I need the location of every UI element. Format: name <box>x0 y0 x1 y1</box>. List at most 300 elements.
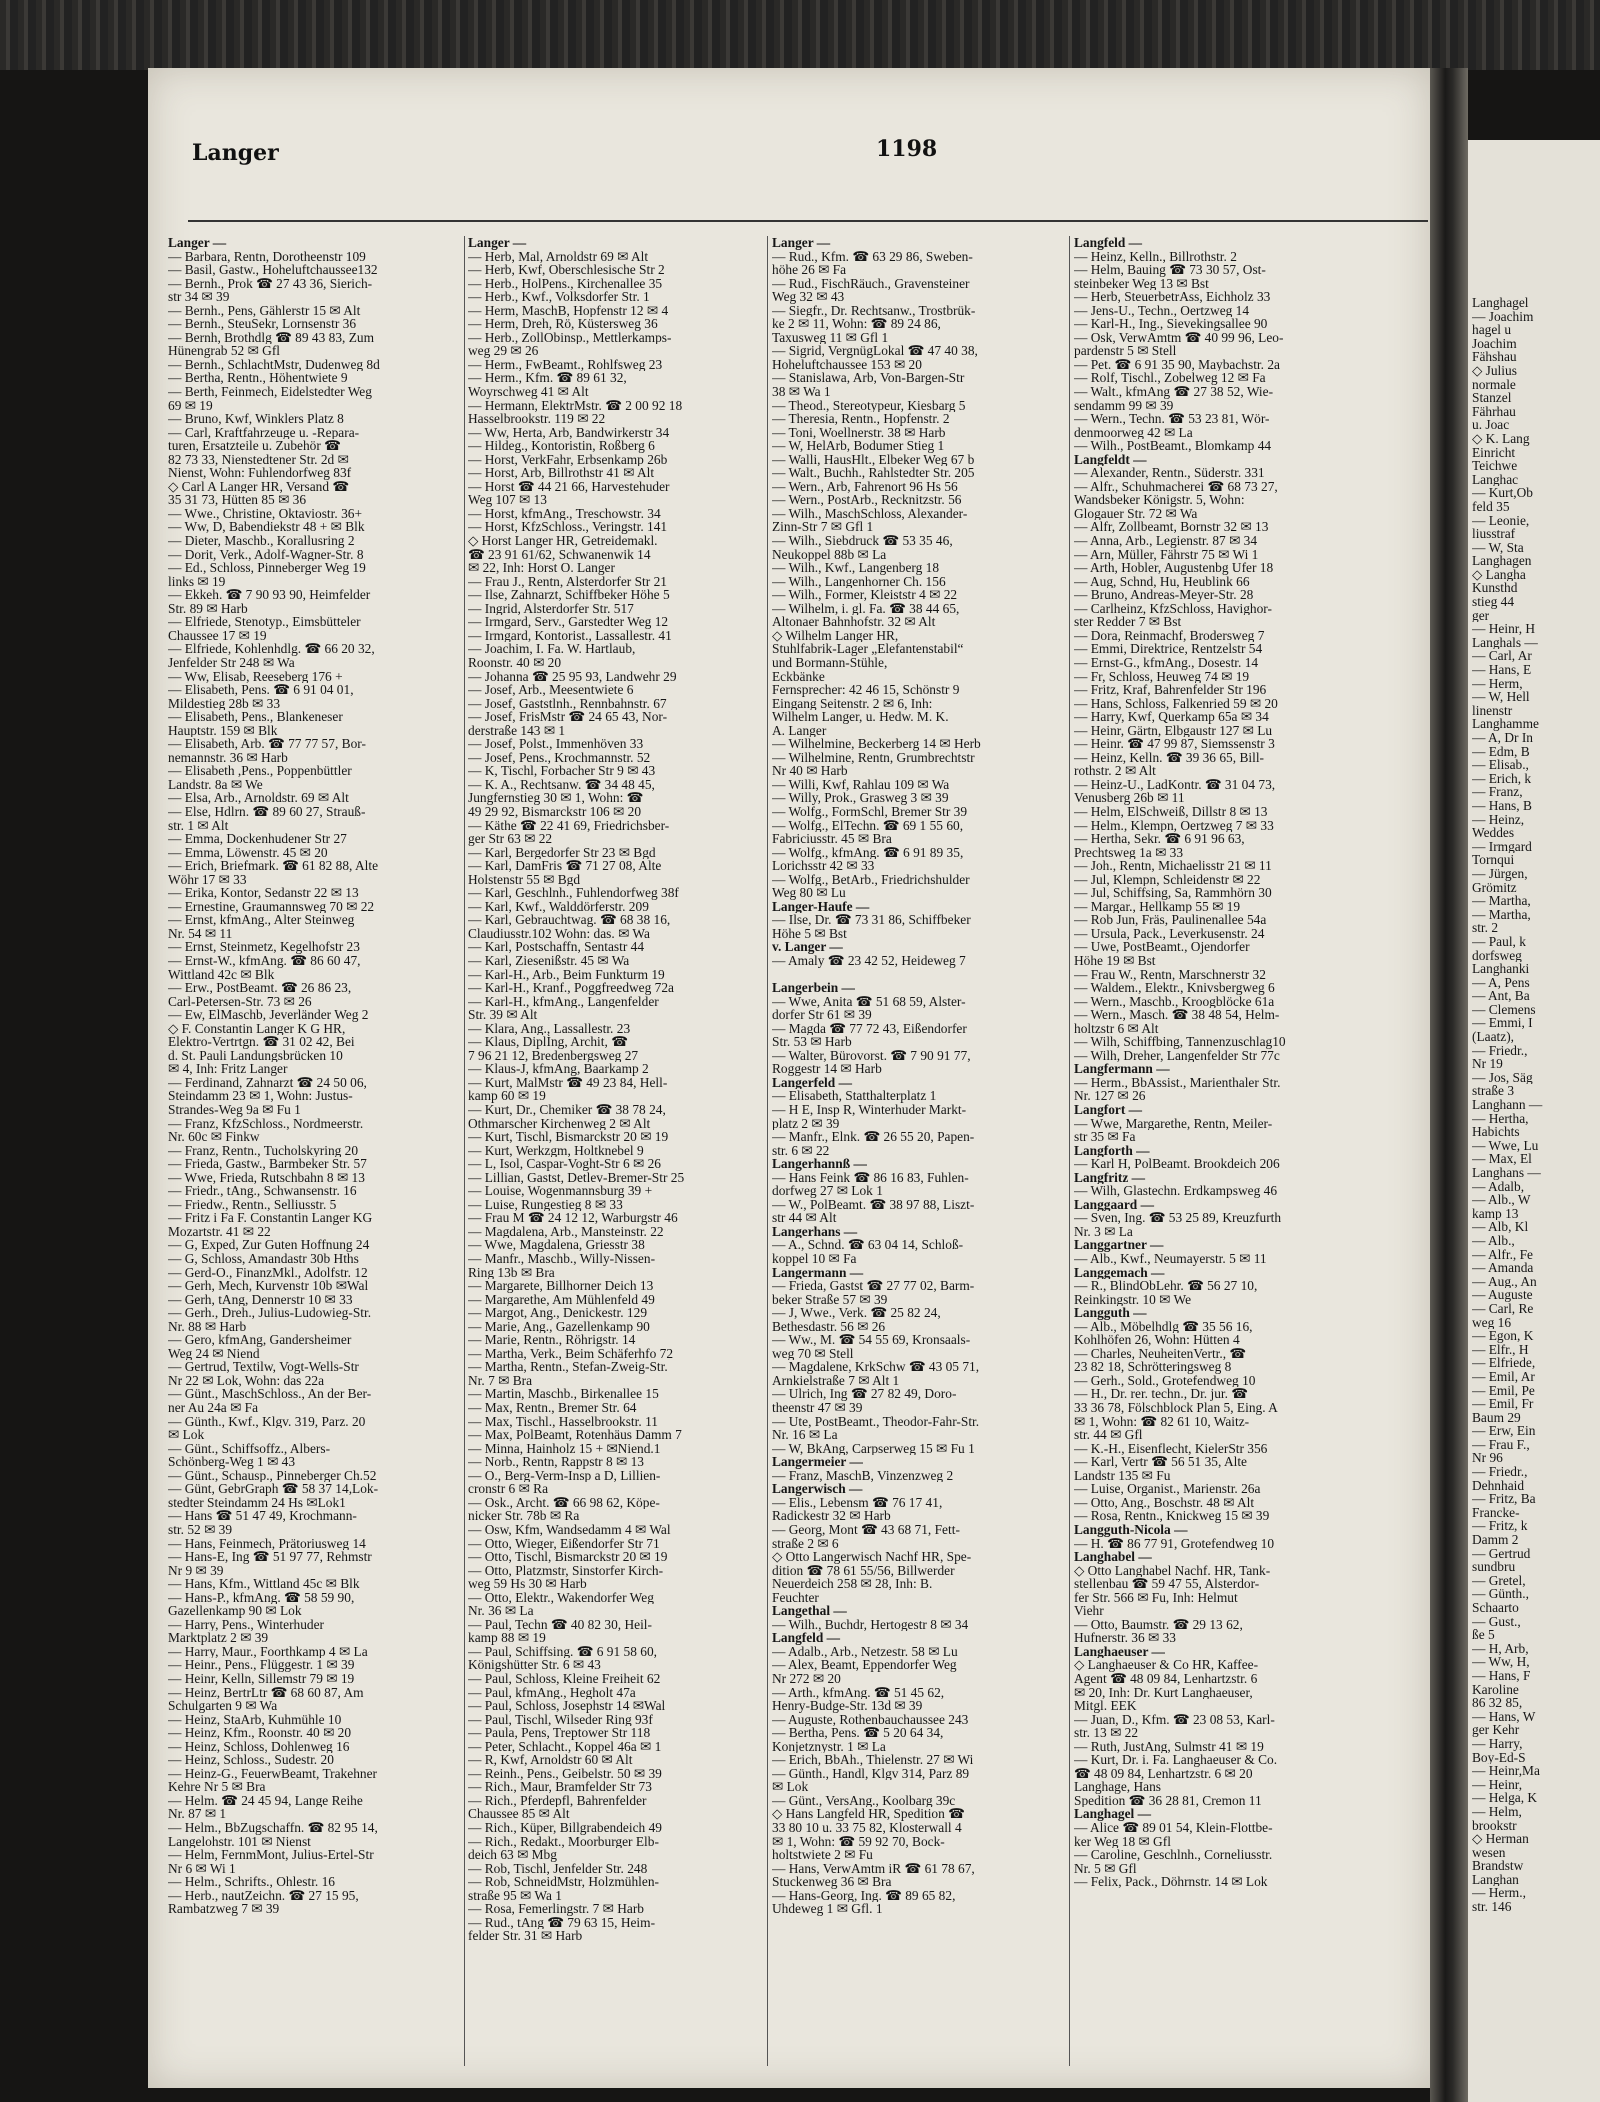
directory-entry-line: — Karl-H., kfmAng., Langenfelder <box>468 994 659 1009</box>
directory-entry-line: — Magda ☎ 77 72 43, Eißendorfer <box>772 1021 967 1036</box>
directory-entry-line: Elektro-Vertrtgn. ☎ 31 02 42, Bei <box>168 1035 355 1049</box>
directory-entry-line: — Hertha, <box>1472 1111 1529 1126</box>
directory-entry-line: — Adalb., Arb., Netzestr. 58 ✉ Lu <box>772 1644 958 1659</box>
directory-entry-line: Weg 32 ✉ 43 <box>772 290 845 304</box>
directory-entry-line: — Harry, Maur., Foorthkamp 4 ✉ La <box>168 1644 368 1659</box>
directory-entry-line: — Margarethe, Am Mühlenfeld 49 <box>468 1292 655 1307</box>
directory-entry-line: — Walt., Buchh., Rahlstedter Str. 205 <box>772 466 975 480</box>
directory-entry-line: Glogauer Str. 72 ✉ Wa <box>1074 506 1198 521</box>
directory-entry-line: weg 29 ✉ 26 <box>468 344 539 358</box>
directory-entry-line: Tornqui <box>1472 853 1515 867</box>
directory-entry-line: — Karl, Geschlnh., Fuhlendorfweg 38f <box>468 886 679 900</box>
directory-entry-line: ☎ 23 91 61/62, Schwanenwik 14 <box>468 547 651 562</box>
directory-entry-line: — Luise, Organist., Marienstr. 26a <box>1074 1482 1261 1496</box>
directory-entry-line: — Wolfg., FormSchl, Bremer Str 39 <box>772 804 968 819</box>
directory-entry-line: — Karl-H., Kranf., Poggfreedweg 72a <box>468 981 674 995</box>
directory-entry-line: dorfsweg <box>1472 948 1522 963</box>
directory-entry-line: — Wilh, Schiffbing, Tannenzuschlag10 <box>1074 1035 1286 1049</box>
directory-entry-line: liusstraf <box>1472 527 1516 541</box>
directory-entry-line: holtzstr 6 ✉ Alt <box>1074 1021 1159 1036</box>
directory-entry-line: — Elfr., H <box>1472 1342 1529 1357</box>
directory-entry-line: ◇ Langhaeuser & Co HR, Kaffee- <box>1074 1658 1259 1672</box>
directory-entry-line: links ✉ 19 <box>168 574 226 589</box>
directory-entry-line: — Hermann, ElektrMstr. ☎ 2 00 92 18 <box>468 398 683 413</box>
directory-entry-line: — Emmi, Direktrice, Rentzelstr 54 <box>1074 642 1263 656</box>
directory-entry-line: Neuerdeich 258 ✉ 28, Inh: B. <box>772 1577 933 1591</box>
directory-entry-line: — Bruno, Andreas-Meyer-Str. 28 <box>1074 588 1254 602</box>
directory-entry-line: — Jos, Säg <box>1472 1070 1533 1085</box>
directory-entry-line: derstraße 143 ✉ 1 <box>468 723 566 738</box>
directory-entry-line: Langerbein — <box>772 981 855 995</box>
directory-entry-line: — K.-H., Eisenflecht, KielerStr 356 <box>1074 1441 1268 1456</box>
directory-entry-line: — Ulrich, Ing ☎ 27 82 49, Doro- <box>772 1387 957 1402</box>
directory-entry-line: ger Kehr <box>1472 1723 1520 1737</box>
facing-page-column <box>1472 296 1600 1914</box>
directory-entry-line: — Wilhelmine, Rentn, Grumbrechtstr <box>772 750 975 765</box>
directory-entry-line: — Ernst, kfmAng., Alter Steinweg <box>168 913 355 927</box>
directory-entry-line: — Ww, Elisab, Reeseberg 176 + <box>168 669 343 684</box>
directory-entry-line: Holstenstr 55 ✉ Bgd <box>468 872 581 887</box>
directory-entry-line: — Elis., Lebensm ☎ 76 17 41, <box>772 1495 943 1510</box>
directory-entry-line: Roggestr 14 ✉ Harb <box>772 1062 882 1076</box>
directory-entry-line: Hoheluftchaussee 153 ✉ 20 <box>772 357 922 372</box>
directory-entry-line: Langguth — <box>1074 1306 1147 1320</box>
directory-entry-line: und Bormann-Stühle, <box>772 655 888 670</box>
directory-entry-line: ger Str 63 ✉ 22 <box>468 832 553 846</box>
directory-entry-line: — G, Schloss, Amandastr 30b Hths <box>168 1252 359 1266</box>
directory-entry-line: Langguth-Nicola — <box>1074 1522 1188 1537</box>
directory-entry-line: — Waldem., Elektr., Knivsbergweg 6 <box>1074 981 1275 995</box>
directory-entry-line: — Josef, Pens., Krochmannstr. 52 <box>468 750 651 765</box>
directory-entry-line: 69 ✉ 19 <box>168 398 213 413</box>
directory-entry-line: Nr. 3 ✉ La <box>1074 1224 1133 1239</box>
directory-entry-line: str 35 ✉ Fa <box>1074 1130 1136 1144</box>
directory-entry-line: — Wilh., Former, Kleiststr 4 ✉ 22 <box>772 588 958 602</box>
directory-entry-line: Nr 9 ✉ 39 <box>168 1563 224 1578</box>
directory-entry-line: — Karl, Postschaffn, Sentastr 44 <box>468 940 645 954</box>
directory-entry-line: Nr. 127 ✉ 26 <box>1074 1089 1146 1103</box>
directory-entry-line: — Helm., Schrifts., Ohlestr. 16 <box>168 1875 335 1889</box>
directory-entry-line: Königshütter Str. 6 ✉ 43 <box>468 1658 601 1672</box>
directory-entry-line: — Alb, Kl <box>1472 1220 1529 1234</box>
directory-entry-line: weg 16 <box>1472 1315 1512 1330</box>
directory-entry-line: kamp 88 ✉ 19 <box>468 1631 546 1645</box>
directory-entry-line: — Peter, Schlacht., Koppel 46a ✉ 1 <box>468 1739 662 1754</box>
directory-entry-line: A. Langer <box>772 723 827 738</box>
directory-entry-line: — Margot, Ang., Denickestr. 129 <box>468 1306 648 1320</box>
directory-entry-line: ◇ Carl A Langer HR, Versand ☎ <box>168 479 350 494</box>
column-divider <box>464 236 465 2066</box>
directory-entry-line: Jungfernstieg 30 ✉ 1, Wohn: ☎ <box>468 791 644 805</box>
directory-entry-line: 86 32 85, <box>1472 1696 1523 1710</box>
directory-entry-line: — Irmgard, Kontorist., Lassallestr. 41 <box>468 628 672 643</box>
directory-entry-line: — Elisabeth, Pens. ☎ 6 91 04 01, <box>168 683 354 697</box>
directory-entry-line: — Frau F., <box>1472 1437 1530 1452</box>
directory-entry-line: — Herm., Kfm. ☎ 89 61 32, <box>468 371 627 386</box>
directory-entry-line: — Norb., Rentn, Rappstr 8 ✉ 13 <box>468 1455 644 1469</box>
directory-entry-line: — Günt., VersAng., Koolbarg 39c <box>772 1793 956 1808</box>
directory-entry-line: Kunsthd <box>1472 581 1518 596</box>
directory-entry-line: — Otto, Wieger, Eißendorfer Str 71 <box>468 1536 660 1551</box>
directory-entry-line: — Fritz, Kraf, Bahrenfelder Str 196 <box>1074 683 1267 697</box>
directory-entry-line: Landstr 135 ✉ Fu <box>1074 1468 1171 1483</box>
directory-entry-line: — Manfr., Elnk. ☎ 26 55 20, Papen- <box>772 1130 975 1144</box>
directory-entry-line: — Rich., Pferdepfl, Bahrenfelder <box>468 1793 647 1808</box>
directory-entry-line: — Magdalena, Arb., Mansteinstr. 22 <box>468 1224 664 1239</box>
directory-entry-line: — Irmgard, Serv., Garstedter Weg 12 <box>468 615 669 629</box>
directory-entry-line: — Herm, MaschB, Hopfenstr 12 ✉ 4 <box>468 303 669 318</box>
directory-entry-line: — Ferdinand, Zahnarzt ☎ 24 50 06, <box>168 1075 367 1090</box>
directory-entry-line: — Emmi, I <box>1472 1016 1533 1031</box>
directory-entry-line: — Otto, Baumstr. ☎ 29 13 62, <box>1074 1617 1243 1632</box>
directory-entry-line: u. Joac <box>1472 418 1510 432</box>
directory-entry-line: — Carl, Re <box>1472 1301 1534 1316</box>
directory-entry-line: — Paul, kfmAng., Hegholt 47a <box>468 1685 636 1700</box>
directory-entry-line: — Rud., tAng ☎ 79 63 15, Heim- <box>468 1915 656 1930</box>
directory-entry-line: — Emma, Dockenhudener Str 27 <box>168 832 347 846</box>
directory-entry-line: Wandsbeker Königstr. 5, Wohn: <box>1074 493 1245 507</box>
directory-entry-line: Fabriciusstr. 45 ✉ Bra <box>772 832 892 846</box>
directory-entry-line: — Günth., Kwf., Klgv. 319, Parz. 20 <box>168 1414 366 1429</box>
directory-entry-line: Nr. 54 ✉ 11 <box>168 926 233 941</box>
directory-entry-line: Nr. 87 ✉ 1 <box>168 1807 227 1821</box>
directory-entry-line: — Max, El <box>1472 1152 1532 1166</box>
directory-entry-line: Hasselbrookstr. 119 ✉ 22 <box>468 412 606 426</box>
directory-entry-line: — Heinr., Pens., Flüggestr. 1 ✉ 39 <box>168 1658 355 1672</box>
directory-entry-line: Zinn-Str 7 ✉ Gfl 1 <box>772 520 874 535</box>
directory-entry-line: — Dieter, Maschb., Korallusring 2 <box>168 534 355 548</box>
directory-entry-line: 33 80 10 u. 33 75 82, Klosterwall 4 <box>772 1820 962 1835</box>
directory-entry-line: Langforth — <box>1074 1143 1150 1158</box>
directory-entry-line: Joachim <box>1472 336 1517 351</box>
directory-entry-line: — Max, PolBeamt, Rotenhäus Damm 7 <box>468 1428 682 1442</box>
directory-entry-line: — Rich., Küper, Billgrabendeich 49 <box>468 1820 662 1835</box>
directory-entry-line: — Elfriede, <box>1472 1356 1536 1370</box>
directory-entry-line: — Horst, Arb, Billrothstr 41 ✉ Alt <box>468 466 655 480</box>
directory-entry-line: Langerfeld — <box>772 1075 852 1090</box>
directory-entry-line: Langer — <box>468 236 527 250</box>
directory-entry-line: — Ute, PostBeamt., Theodor-Fahr-Str. <box>772 1414 980 1429</box>
directory-entry-line: Fähshau <box>1472 350 1517 364</box>
directory-entry-line: — Uwe, PostBeamt., Ojendorfer <box>1074 940 1250 954</box>
directory-entry-line: — Josef, FrisMstr ☎ 24 65 43, Nor- <box>468 710 668 724</box>
directory-entry-line: — Else, Hdlrn. ☎ 89 60 27, Strauß- <box>168 804 366 819</box>
directory-entry-line: — Arth, Hobler, Augustenbg Ufer 18 <box>1074 561 1274 575</box>
directory-entry-line: Langermeier — <box>772 1455 863 1469</box>
directory-column-1 <box>168 236 464 1916</box>
directory-entry-line: str. 2 <box>1472 921 1499 935</box>
directory-entry-line: — Wilh, Glastechn. Erdkampsweg 46 <box>1074 1184 1278 1198</box>
directory-entry-line: — Wilh., PostBeamt., Blomkamp 44 <box>1074 439 1272 453</box>
directory-entry-line: — Ww, H, <box>1472 1655 1530 1669</box>
directory-entry-line: Nr 19 <box>1472 1057 1503 1071</box>
book-gutter <box>1430 68 1468 2102</box>
directory-entry-line: — Wern., Masch. ☎ 38 48 54, Helm- <box>1074 1008 1280 1022</box>
directory-entry-line: Langer-Haufe — <box>772 899 870 914</box>
directory-entry-line: — Rud., Kfm. ☎ 63 29 86, Sweben- <box>772 249 973 264</box>
directory-entry-line: str 44 ✉ Alt <box>772 1211 837 1225</box>
directory-entry-line: — Walt., kfmAng ☎ 27 38 52, Wie- <box>1074 385 1274 399</box>
directory-entry-line: — Herm, <box>1472 676 1523 691</box>
directory-entry-line: — Elfriede, Stenotyp., Eimsbütteler <box>168 615 361 629</box>
directory-entry-line: — Gerh., Dreh., Julius-Ludowieg-Str. <box>168 1306 372 1320</box>
directory-entry-line: — A, Pens <box>1472 975 1530 990</box>
directory-entry-line: Langerhannß — <box>772 1157 867 1171</box>
directory-entry-line: — Joh., Rentn, Michaelisstr 21 ✉ 11 <box>1074 859 1272 873</box>
directory-entry-line: theenstr 47 ✉ 39 <box>772 1401 863 1415</box>
directory-entry-line: — Hans-E, Ing ☎ 51 97 77, Rehmstr <box>168 1550 372 1564</box>
directory-entry-line: — Leonie, <box>1472 513 1530 528</box>
directory-entry-line: — Felix, Pack., Döhrnstr. 14 ✉ Lok <box>1074 1875 1268 1889</box>
directory-entry-line: brookstr <box>1472 1818 1517 1833</box>
directory-entry-line: Landstr. 8a ✉ We <box>168 777 263 792</box>
directory-entry-line: Langfritz — <box>1074 1170 1146 1185</box>
directory-entry-line: 23 82 18, Schrötteringsweg 8 <box>1074 1360 1232 1374</box>
directory-entry-line: — Max, Tischl., Hasselbrookstr. 11 <box>468 1414 658 1429</box>
directory-entry-line: weg 59 Hs 30 ✉ Harb <box>468 1577 587 1591</box>
directory-entry-line: — Hans-P., kfmAng. ☎ 58 59 90, <box>168 1590 355 1605</box>
directory-entry-line: nemannstr. 36 ✉ Harb <box>168 750 288 765</box>
directory-entry-line: — Dorit, Verk., Adolf-Wagner-Str. 8 <box>168 547 364 562</box>
directory-entry-line: — Emil, Ar <box>1472 1369 1535 1384</box>
directory-entry-line: — Rich., Maur, Bramfelder Str 73 <box>468 1780 652 1794</box>
directory-entry-line: ◇ Wilhelm Langer HR, <box>772 628 899 643</box>
directory-entry-line: — Emma, Löwenstr. 45 ✉ 20 <box>168 845 328 860</box>
directory-entry-line: — Hildeg., Kontoristin, Roßberg 6 <box>468 439 655 453</box>
directory-entry-line: Langhamme <box>1472 717 1539 731</box>
directory-entry-line: — Herb, SteuerbetrAss, Eichholz 33 <box>1074 290 1271 304</box>
directory-entry-line: ◇ F. Constantin Langer K G HR, <box>168 1021 346 1036</box>
directory-entry-line: sendamm 99 ✉ 39 <box>1074 398 1174 413</box>
directory-entry-line: Prechtsweg 1a ✉ 33 <box>1074 845 1184 860</box>
directory-entry-line: Kohlhöfen 26, Wohn: Hütten 4 <box>1074 1333 1240 1347</box>
directory-entry-line: str. 1 ✉ Alt <box>168 818 229 833</box>
directory-entry-line: Weg 24 ✉ Niend <box>168 1346 260 1361</box>
directory-entry-line: — Elisabeth, Arb. ☎ 77 77 57, Bor- <box>168 737 366 751</box>
directory-entry-line: — Wwe., Christine, Oktaviostr. 36+ <box>168 506 363 521</box>
directory-entry-line: — Ant, Ba <box>1472 989 1530 1003</box>
directory-entry-line: — Harry, Kwf, Querkamp 65a ✉ 34 <box>1074 710 1269 724</box>
directory-entry-line: weg 70 ✉ Stell <box>772 1346 854 1361</box>
directory-entry-line: — Kurt, MalMstr ☎ 49 23 84, Hell- <box>468 1075 668 1090</box>
directory-column-3 <box>772 236 1068 1916</box>
directory-entry-line: — Elisabeth, Statthalterplatz 1 <box>772 1089 937 1103</box>
directory-entry-line: — Pet. ☎ 6 91 35 90, Maybachstr. 2a <box>1074 357 1280 372</box>
directory-entry-line: — Franz, <box>1472 785 1523 799</box>
directory-entry-line: — Ernst-G., kfmAng., Dosestr. 14 <box>1074 655 1259 670</box>
directory-entry-line: — Ew, ElMaschb, Jeverländer Weg 2 <box>168 1008 369 1022</box>
directory-entry-line: — Basil, Gastw., Hoheluftchaussee132 <box>168 263 378 277</box>
directory-entry-line: koppel 10 ✉ Fa <box>772 1252 857 1266</box>
directory-entry-line: — R, Kwf, Arnoldstr 60 ✉ Alt <box>468 1753 633 1767</box>
directory-entry-line: — Osk, VerwAmtm ☎ 40 99 96, Leo- <box>1074 330 1284 345</box>
directory-entry-line: — Alb., W <box>1472 1193 1531 1207</box>
directory-entry-line: — Karl-H., Ing., Sievekingsallee 90 <box>1074 317 1268 331</box>
directory-entry-line: — Louise, Wogenmannsburg 39 + <box>468 1184 653 1198</box>
directory-entry-line: Langhann — <box>1472 1098 1543 1112</box>
directory-entry-line: — Otto, Tischl, Bismarckstr 20 ✉ 19 <box>468 1550 668 1564</box>
directory-entry-line: — Bernh., SchlachtMstr, Dudenweg 8d <box>168 357 380 372</box>
directory-entry-line: — Rob, Tischl, Jenfelder Str. 248 <box>468 1861 648 1876</box>
directory-entry-line: Langhaeuser — <box>1074 1644 1165 1659</box>
directory-entry-line: — Paul, Schloss, Kleine Freiheit 62 <box>468 1671 661 1686</box>
directory-entry-line: — Margar., Hellkamp 55 ✉ 19 <box>1074 899 1241 914</box>
directory-entry-line: — Martha, <box>1472 894 1531 908</box>
directory-entry-line: — Hans, F <box>1472 1668 1531 1683</box>
directory-entry-line: — Wilhelmine, Beckerberg 14 ✉ Herb <box>772 737 981 751</box>
directory-entry-line: — Bernh., Prok ☎ 27 43 36, Sierich- <box>168 276 373 291</box>
directory-entry-line: — Josef, Polst., Immenhöven 33 <box>468 737 644 751</box>
directory-entry-line: — Erw, Ein <box>1472 1424 1536 1438</box>
directory-entry-line: — Friedr., <box>1472 1465 1528 1479</box>
column-divider <box>767 236 768 2066</box>
directory-entry-line: — Günt., Schausp., Pinneberger Ch.52 <box>168 1468 377 1483</box>
directory-entry-line: ✉ 22, Inh: Horst O. Langer <box>468 561 615 575</box>
directory-entry-line: Carl-Petersen-Str. 73 ✉ 26 <box>168 994 312 1009</box>
directory-entry-line: Henry-Budge-Str. 13d ✉ 39 <box>772 1699 923 1713</box>
directory-entry-line: — Günt., MaschSchloss., An der Ber- <box>168 1387 372 1402</box>
directory-entry-line: — Wern., PostArb., Recknitzstr. 56 <box>772 493 962 507</box>
directory-entry-line: — Heinr,Ma <box>1472 1764 1540 1778</box>
directory-entry-line: — Alexander, Rentn., Süderstr. 331 <box>1074 466 1265 480</box>
directory-entry-line: — Dora, Reinmachf, Brodersweg 7 <box>1074 628 1265 643</box>
directory-entry-line: — Hans, B <box>1472 798 1532 813</box>
directory-entry-line: — Paul, k <box>1472 934 1526 949</box>
directory-entry-line: — Fr, Schloss, Heuweg 74 ✉ 19 <box>1074 669 1250 684</box>
directory-entry-line: — Heinz, Kelln., Billrothstr. 2 <box>1074 249 1237 264</box>
directory-entry-line: — Günt., Schiffsoffz., Albers- <box>168 1441 331 1456</box>
directory-entry-line: — Bernh., Pens, Gählerstr 15 ✉ Alt <box>168 303 361 318</box>
directory-entry-line: Höhe 5 ✉ Bst <box>772 926 847 941</box>
directory-entry-line: — Klara, Ang., Lassallestr. 23 <box>468 1021 631 1036</box>
directory-entry-line: Woyrschweg 41 ✉ Alt <box>468 385 589 399</box>
directory-entry-line: Stuhlfabrik-Lager „Elefantenstabil“ <box>772 642 964 656</box>
directory-entry-line: ✉ 1, Wohn: ☎ 59 92 70, Bock- <box>772 1834 945 1849</box>
directory-entry-line: — Amaly ☎ 23 42 52, Heideweg 7 <box>772 953 966 968</box>
directory-entry-line: — Egon, K <box>1472 1329 1534 1343</box>
directory-entry-line: — Josef, Arb., Meesentwiete 6 <box>468 683 634 697</box>
directory-entry-line: 49 29 92, Bismarckstr 106 ✉ 20 <box>468 804 642 819</box>
directory-entry-line: Str. 39 ✉ Alt <box>468 1008 538 1022</box>
directory-entry-line: — Rosa, Femerlingstr. 7 ✉ Harb <box>468 1902 644 1916</box>
directory-entry-line: — Jens-U., Techn., Oertzweg 14 <box>1074 303 1250 318</box>
directory-entry-line: Langfort — <box>1074 1103 1143 1117</box>
directory-entry-line: — Herm., BbAssist., Marienthaler Str. <box>1074 1075 1281 1090</box>
directory-entry-line: — Gerh., Sold., Grotefendweg 10 <box>1074 1373 1256 1388</box>
directory-entry-line: — Jürgen, <box>1472 866 1528 881</box>
directory-entry-line: str. 44 ✉ Gfl <box>1074 1428 1143 1442</box>
directory-entry-line: — Gerh, tAng, Dennerstr 10 ✉ 33 <box>168 1292 353 1307</box>
directory-entry-line: denmoorweg 42 ✉ La <box>1074 425 1193 440</box>
directory-entry-line: ☎ 48 09 84, Lenhartzstr. 6 ✉ 20 <box>1074 1766 1253 1781</box>
directory-entry-line: sundbru <box>1472 1560 1516 1574</box>
directory-entry-line: — Paul, Schiffsing. ☎ 6 91 58 60, <box>468 1644 658 1659</box>
directory-entry-line: — Karl-H., Arb., Beim Funkturm 19 <box>468 967 665 982</box>
directory-entry-line: — Jul, Schiffsing, Sa, Rammhörn 30 <box>1074 886 1272 900</box>
directory-entry-line: — Heinr, Gärtn, Elbgaustr 127 ✉ Lu <box>1074 723 1273 738</box>
directory-entry-line: Karoline <box>1472 1682 1519 1697</box>
directory-entry-line: — Magdalene, KrkSchw ☎ 43 05 71, <box>772 1360 980 1374</box>
directory-entry-line: hagel u <box>1472 323 1512 337</box>
directory-entry-line: ◇ Julius <box>1472 363 1517 378</box>
directory-entry-line: straße 3 <box>1472 1084 1515 1099</box>
directory-entry-line: ✉ 1, Wohn: ☎ 82 61 10, Waitz- <box>1074 1414 1250 1429</box>
directory-entry-line: — W., PolBeamt. ☎ 38 97 88, Liszt- <box>772 1197 975 1212</box>
directory-entry-line: stieg 44 <box>1472 595 1515 609</box>
directory-entry-line: straße 95 ✉ Wa 1 <box>468 1888 562 1903</box>
directory-entry-line: — Ernestine, Graumannsweg 70 ✉ 22 <box>168 899 375 914</box>
directory-entry-line: — Paul, Techn ☎ 40 82 30, Heil- <box>468 1617 652 1632</box>
directory-entry-line: — Theresia, Rentn., Hopfenstr. 2 <box>772 412 950 426</box>
directory-entry-line: — Herb, Kwf, Oberschlesische Str 2 <box>468 263 665 277</box>
directory-entry-line: rothstr. 2 ✉ Alt <box>1074 764 1156 778</box>
directory-entry-line: ster Redder 7 ✉ Bst <box>1074 615 1182 629</box>
directory-entry-line: ße 5 <box>1472 1628 1495 1642</box>
directory-entry-line: — Ingrid, Alsterdorfer Str. 517 <box>468 601 634 616</box>
directory-entry-line: — Erika, Kontor, Sedanstr 22 ✉ 13 <box>168 886 359 900</box>
directory-entry-line: — Emil, Fr <box>1472 1397 1534 1411</box>
directory-entry-line: — Osk., Archt. ☎ 66 98 62, Köpe- <box>468 1495 660 1510</box>
directory-entry-line: linenstr <box>1472 703 1513 718</box>
directory-entry-line: Langhac <box>1472 472 1519 487</box>
directory-entry-line: — Ilse, Zahnarzt, Schiffbeker Höhe 5 <box>468 588 670 602</box>
directory-entry-line: Eingang Seitenstr. 2 ✉ 6, Inh: <box>772 696 933 711</box>
directory-entry-line: — Helm, FernmMont, Julius-Ertel-Str <box>168 1848 374 1862</box>
directory-entry-line <box>772 968 1068 982</box>
directory-entry-line: Strandes-Weg 9a ✉ Fu 1 <box>168 1103 301 1117</box>
directory-entry-line: — Hans, E <box>1472 663 1532 677</box>
directory-entry-line: ✉ Lok <box>168 1428 205 1442</box>
directory-entry-line: — Heinz-G., FeuerwBeamt, Trakehner <box>168 1766 377 1781</box>
directory-entry-line: nicker Str. 78b ✉ Ra <box>468 1509 580 1523</box>
directory-entry-line: — Karl H, PolBeamt. Brookdeich 206 <box>1074 1157 1280 1171</box>
directory-entry-line: Weg 107 ✉ 13 <box>468 493 547 507</box>
directory-entry-line: — Heinz, Schloss, Dohlenweg 16 <box>168 1739 350 1754</box>
directory-entry-line: — Herb., nautZeichn. ☎ 27 15 95, <box>168 1888 359 1903</box>
directory-entry-line: — Wilh., Langenhorner Ch. 156 <box>772 574 946 589</box>
directory-entry-line: Langhage, Hans <box>1074 1780 1162 1794</box>
directory-entry-line: — Erich, BbAh., Thielenstr. 27 ✉ Wi <box>772 1753 974 1767</box>
directory-entry-line: — Erich, Briefmark. ☎ 61 82 88, Alte <box>168 859 379 873</box>
directory-entry-line: — Arth., kfmAng. ☎ 51 45 62, <box>772 1685 945 1700</box>
directory-entry-line: — Karl, Bergedorfer Str 23 ✉ Bgd <box>468 845 656 860</box>
directory-entry-line: Langfermann — <box>1074 1062 1170 1076</box>
directory-column-2 <box>468 236 764 1943</box>
directory-entry-line: Feuchter <box>772 1590 819 1605</box>
directory-entry-line: v. Langer — <box>772 940 843 954</box>
directory-entry-line: — Fritz, Ba <box>1472 1492 1536 1506</box>
directory-entry-line: — Frau J., Rentn, Alsterdorfer Str 21 <box>468 574 667 589</box>
directory-entry-line: — Erich, k <box>1472 771 1532 786</box>
directory-entry-line: Weddes <box>1472 826 1515 840</box>
directory-page <box>148 68 1430 2088</box>
directory-entry-line: holtstwiete 2 ✉ Fu <box>772 1848 873 1862</box>
directory-entry-line: — Edm, B <box>1472 744 1530 759</box>
directory-entry-line: Habichts <box>1472 1125 1520 1139</box>
directory-entry-line: Langerwisch — <box>772 1482 863 1496</box>
directory-entry-line: Baum 29 <box>1472 1410 1521 1425</box>
directory-entry-line: — Carl, Ar <box>1472 649 1532 664</box>
directory-entry-line: ◇ Langha <box>1472 567 1526 582</box>
directory-entry-line: Str. 89 ✉ Harb <box>168 601 248 616</box>
directory-entry-line: — Ekkeh. ☎ 7 90 93 90, Heimfelder <box>168 588 371 602</box>
directory-entry-line: — Rich., Redakt., Moorburger Elb- <box>468 1834 659 1849</box>
directory-entry-line: — Bertha, Pens. ☎ 5 20 64 34, <box>772 1726 944 1740</box>
directory-entry-line: Damm 2 <box>1472 1533 1519 1547</box>
directory-entry-line: — Frau W., Rentn, Marschnerstr 32 <box>1074 967 1266 982</box>
directory-entry-line: — Frieda, Gastst ☎ 27 77 02, Barm- <box>772 1279 975 1293</box>
directory-entry-line: — O., Berg-Verm-Insp a D, Lillien- <box>468 1468 661 1483</box>
